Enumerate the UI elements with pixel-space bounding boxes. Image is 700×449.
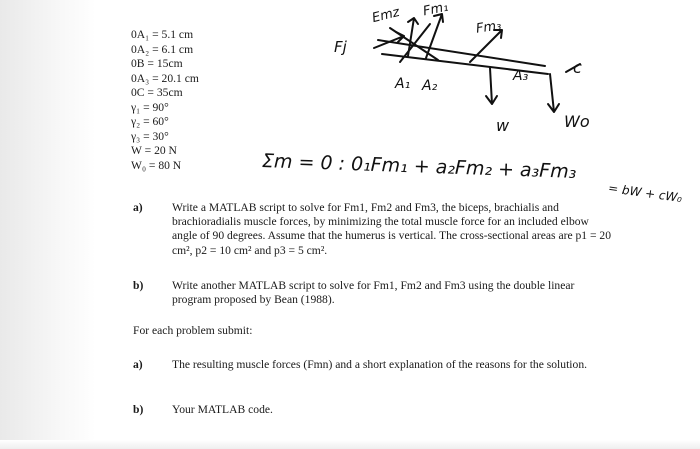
given-oa2: 0A₂ = 6.1 cm [131, 42, 194, 56]
page-shadow-bottom [0, 440, 700, 449]
w0-arrow [548, 74, 559, 112]
given-oa1: 0A₁ = 5.1 cm [131, 28, 194, 41]
given-w0: W₀ = 80 N [131, 158, 182, 172]
submit-a-marker: a) [133, 358, 143, 371]
given-ob: 0B = 15cm [131, 57, 183, 70]
w-arrow [486, 68, 497, 104]
submit-a-text: The resulting muscle forces (Fmn) and a short explanation of the reasons for the solution. [172, 358, 588, 371]
part-b-marker: b) [133, 279, 144, 292]
label-a2: A₂ [422, 78, 438, 94]
submit-b-text: Your MATLAB code. [172, 403, 273, 416]
label-c: c [573, 58, 582, 77]
fm2-arrow [426, 14, 443, 58]
submit-b-marker: b) [133, 403, 144, 416]
given-gamma2: γ₂ = 60° [131, 115, 169, 128]
given-values-list [131, 28, 199, 173]
given-w: W = 20 N [131, 144, 177, 157]
label-fm3: Fm₃ [475, 18, 503, 37]
given-oc: 0C = 35cm [131, 86, 183, 99]
label-wo: Wo [564, 112, 590, 131]
given-gamma1: γ₁ = 90° [131, 100, 169, 114]
given-gamma3: γ₃ = 30° [131, 129, 169, 143]
label-w: w [496, 116, 510, 135]
label-a1: A₁ [395, 76, 411, 92]
submit-heading: For each problem submit: [133, 324, 253, 337]
given-oa3: 0A₃ = 20.1 cm [131, 71, 199, 85]
label-a3: A₃ [513, 68, 529, 84]
label-fm1: Fm₁ [421, 0, 450, 20]
page-shadow-left [0, 0, 96, 449]
label-emz: Emz [370, 4, 402, 27]
label-fj: Fj [334, 38, 347, 56]
handwritten-moment-equation: Σm = 0 : 0₁Fm₁ + a₂Fm₂ + a₃Fm₃ [261, 150, 577, 183]
part-a-marker: a) [133, 201, 143, 214]
part-b-text: Write another MATLAB script to solve for Fm1, Fm2 and Fm3 using the double linear program proposed by Bean (1988). [172, 279, 575, 307]
part-a-text: Write a MATLAB script to solve for Fm1, Fm2 and Fm3, the biceps, brachialis and brachioradialis muscle forces, by minimizing the total muscle force for an included elbow angle of 90 degrees. Assume that the humerus is vertical. The cross-sectional areas are p1 = 20 cm², p2 = 10 cm² and p3 = 5 cm². [172, 201, 612, 257]
handwritten-equation-tail: = bW + cW₀ [607, 180, 683, 206]
